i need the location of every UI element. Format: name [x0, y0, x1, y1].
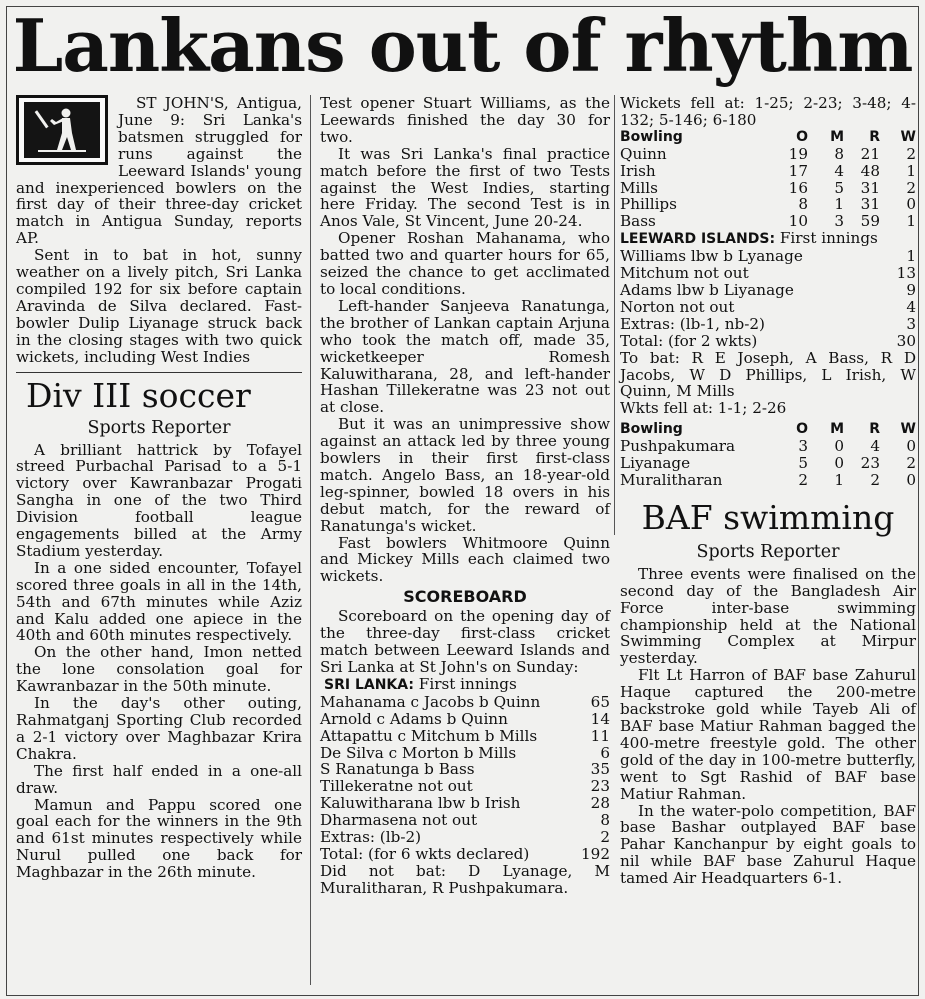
batsman-silhouette-icon: [32, 105, 92, 155]
bowling-figure: 59: [860, 212, 880, 231]
swimming-title: BAF swimming: [641, 497, 895, 537]
runs: 35: [590, 760, 610, 779]
runs: 4: [906, 297, 916, 316]
batsman-entry: Extras: (lb-1, nb-2): [620, 314, 765, 333]
runs: 28: [590, 794, 610, 813]
bowling-figure: 3: [798, 437, 808, 456]
bowling-figure: 8: [834, 144, 844, 163]
bowler-name: Quinn: [620, 144, 667, 163]
batsman-entry: Mahanama c Jacobs b Quinn: [320, 692, 541, 711]
bowling-figure: 4: [870, 437, 880, 456]
bowling-row: [620, 146, 916, 163]
bowler-name: Irish: [620, 161, 656, 180]
batsman-entry: Total: (for 6 wkts declared): [320, 844, 530, 863]
bowling-figure: 0: [906, 437, 916, 456]
li-batting-table: [620, 248, 916, 349]
bowling-figure: 4: [834, 161, 844, 180]
lead-paragraph: But it was an unimpressive show against an attack led by three young bowlers in their first first-class match. Angelo Bass, an 18-year-old leg-spinner, bowled 18 overs in his debut match, for the reward of Ranatunga's wicket.: [320, 415, 610, 535]
sl-batting-row: [320, 761, 610, 778]
bowling-figure: 2: [870, 470, 880, 489]
runs: 23: [590, 777, 610, 796]
bowler-name: Bass: [620, 212, 656, 231]
runs: 8: [600, 811, 610, 830]
bowling-figure: 1: [906, 161, 916, 180]
sl-batting-row: [320, 694, 610, 711]
batsman-entry: Tillekeratne not out: [320, 777, 473, 796]
bowling-row: [620, 438, 916, 455]
bowler-name: Liyanage: [620, 454, 691, 473]
bowling-figure: 17: [788, 161, 808, 180]
batsman-entry: Kaluwitharana lbw b Irish: [320, 794, 521, 813]
bowling-figure: 2: [906, 178, 916, 197]
sl-batting-row: [320, 846, 610, 863]
lead-paragraph: Fast bowlers Whitmoore Quinn and Mickey Mills each claimed two wickets.: [320, 533, 610, 586]
lead-paragraph: It was Sri Lanka's final practice match before the first of two Tests against the West Indies, starting here Friday. The second Test is in Anos Vale, St Vincent, June 20-24.: [320, 144, 610, 231]
bowling-figure: 23: [860, 454, 880, 473]
sl-did-not-bat: Did not bat: D Lyanage, M Muralitharan, R Pushpakumara.: [320, 861, 610, 897]
batsman-entry: Norton not out: [620, 297, 735, 316]
li-batting-row: [620, 282, 916, 299]
li-innings-heading: LEEWARD ISLANDS: First innings: [620, 229, 878, 248]
runs: 30: [896, 331, 916, 350]
bowling-row: [620, 213, 916, 230]
bowling-header-cell: O: [796, 421, 808, 438]
runs: 14: [590, 709, 610, 728]
soccer-paragraph: A brilliant hattrick by Tofayel streed Purbachal Parisad to a 5-1 victory over Kawranbazar Progati Sangha in one of the two Third Division football league engagements billed at the Army Stadium yesterday.: [16, 440, 302, 560]
sl-fall-of-wickets: Wickets fell at: 1-25; 2-23; 3-48; 4-132; 5-146; 6-180: [620, 94, 916, 129]
bowling-figure: 31: [860, 178, 880, 197]
soccer-paragraph: In a one sided encounter, Tofayel scored three goals in all in the 14th, 54th and 67th minutes while Aziz and Kalu added one apiece in the 40th and 60th minutes respectively.: [16, 558, 302, 645]
bowling-header-cell: M: [830, 128, 844, 145]
sl-batting-table: [320, 694, 610, 863]
li-batting-row: [620, 248, 916, 265]
soccer-paragraph: Mamun and Pappu scored one goal each for the winners in the 9th and 61st minutes respectively while Nurul pulled one back for Maghbazar in the 26th minute.: [16, 795, 302, 882]
batsman-entry: Arnold c Adams b Quinn: [320, 709, 508, 728]
sl-batting-row: [320, 745, 610, 762]
runs: 6: [600, 743, 610, 762]
batsman-entry: Total: (for 2 wkts): [620, 331, 758, 350]
bowling-header-cell: R: [869, 421, 880, 438]
li-batting-row: [620, 316, 916, 333]
bowling-figure: 5: [798, 454, 808, 473]
bowling-figure: 0: [834, 437, 844, 456]
sl-bowling-table: [620, 421, 916, 489]
bowling-figure: 16: [788, 178, 808, 197]
bowling-figure: 1: [834, 470, 844, 489]
lead-paragraph: Left-hander Sanjeeva Ranatunga, the brother of Lankan captain Arjuna who took the match off, made 35, wicketkeeper Romesh Kaluwitharana, 28, and left-hander Hashan Tillekeratne was 23 not out at close.: [320, 296, 610, 417]
runs: 192: [581, 844, 610, 863]
bowling-figure: 5: [834, 178, 844, 197]
li-batting-row: [620, 333, 916, 350]
batsman-entry: Dharmasena not out: [320, 811, 478, 830]
runs: 1: [906, 247, 916, 266]
soccer-byline: Sports Reporter: [87, 417, 231, 438]
li-bowling-table: [620, 129, 916, 230]
bowling-figure: 3: [834, 212, 844, 231]
batsman-entry: S Ranatunga b Bass: [320, 760, 475, 779]
bowler-name: Pushpakumara: [620, 437, 736, 456]
bowling-figure: 8: [798, 195, 808, 214]
bowling-figure: 48: [860, 161, 880, 180]
bowling-row: [620, 180, 916, 197]
batsman-entry: Attapattu c Mitchum b Mills: [320, 726, 538, 745]
bowling-figure: 21: [860, 144, 880, 163]
sl-batting-row: [320, 812, 610, 829]
batsman-entry: Adams lbw b Liyanage: [620, 280, 794, 299]
batsman-entry: Extras: (lb-2): [320, 828, 422, 847]
swimming-paragraph: Three events were finalised on the second day of the Bangladesh Air Force inter-base swimming championship held at the National Swimming Complex at Mirpur yesterday.: [620, 564, 916, 668]
bowling-row: [620, 196, 916, 213]
sl-batting-row: [320, 778, 610, 795]
lead-paragraph: ST JOHN'S, Antigua, June 9: Sri Lanka's batsmen struggled for runs against the Leeward Islands' young and inexperienced bowlers on the first day of their three-day cricket match in Antigua Sunday, reports AP.: [16, 94, 302, 248]
headline: Lankans out of rhythm: [12, 3, 913, 88]
bowling-header-cell: Bowling: [620, 128, 683, 145]
runs: 9: [906, 280, 916, 299]
soccer-paragraph: The first half ended in a one-all draw.: [16, 761, 302, 797]
bowling-row: [620, 472, 916, 489]
batsman-entry: Williams lbw b Lyanage: [620, 247, 803, 266]
bowling-header-cell: Bowling: [620, 421, 683, 438]
bowler-name: Phillips: [620, 195, 677, 214]
batsman-entry: De Silva c Morton b Mills: [320, 743, 517, 762]
runs: 65: [590, 692, 610, 711]
lead-paragraph: Test opener Stuart Williams, as the Leewards finished the day 30 for two.: [320, 94, 610, 146]
column-rule: [614, 95, 615, 535]
bowling-figure: 10: [788, 212, 808, 231]
bowler-name: Muralitharan: [620, 470, 723, 489]
bowling-header-cell: O: [796, 128, 808, 145]
lead-paragraph: Opener Roshan Mahanama, who batted two and quarter hours for 65, seized the chance to get acclimated to local conditions.: [320, 229, 610, 298]
bowling-figure: 1: [834, 195, 844, 214]
sl-innings-heading: SRI LANKA: First innings: [324, 674, 517, 693]
swimming-byline: Sports Reporter: [696, 541, 840, 562]
sl-batting-row: [320, 711, 610, 728]
li-batting-row: [620, 265, 916, 282]
soccer-paragraph: In the day's other outing, Rahmatganj Sporting Club recorded a 2-1 victory over Maghbazar Krira Chakra.: [16, 694, 302, 763]
bowling-figure: 19: [788, 144, 808, 163]
bowling-row: [620, 455, 916, 472]
soccer-paragraph: On the other hand, Imon netted the lone consolation goal for Kawranbazar in the 50th minute.: [16, 643, 302, 696]
bowling-figure: 31: [860, 195, 880, 214]
bowling-header-cell: R: [869, 128, 880, 145]
divider: [16, 372, 302, 373]
runs: 3: [906, 314, 916, 333]
swimming-paragraph: Flt Lt Harron of BAF base Zahurul Haque captured the 200-metre backstroke gold while Tayeb Ali of BAF base Matiur Rahman bagged the 400-metre freestyle gold. The other gold of the day in 100-metre butterfly, went to Sgt Rashid of BAF base Matiur Rahman.: [620, 666, 916, 803]
bowling-header-cell: W: [900, 421, 916, 438]
scoreboard-title: SCOREBOARD: [403, 587, 527, 607]
bowling-header-cell: M: [830, 421, 844, 438]
runs: 11: [590, 726, 610, 745]
li-batting-row: [620, 299, 916, 316]
swimming-paragraph: In the water-polo competition, BAF base Bashar outplayed BAF base Pahar Kanchanpur by eight goals to nil while BAF base Zahurul Haque tamed Air Headquarters 6-1.: [620, 801, 916, 888]
li-fall-of-wickets: Wkts fell at: 1-1; 2-26: [620, 399, 787, 418]
bowling-figure: 2: [906, 454, 916, 473]
batsman-entry: Mitchum not out: [620, 264, 749, 283]
bowling-figure: 0: [906, 195, 916, 214]
bowling-figure: 2: [798, 470, 808, 489]
bowling-header-cell: W: [900, 128, 916, 145]
bowling-figure: 0: [834, 454, 844, 473]
sl-batting-row: [320, 795, 610, 812]
sl-batting-row: [320, 728, 610, 745]
column-rule: [310, 95, 311, 985]
bowling-figure: 2: [906, 144, 916, 163]
runs: 2: [600, 828, 610, 847]
bowling-figure: 1: [906, 212, 916, 231]
lead-paragraph: Sent in to bat in hot, sunny weather on a lively pitch, Sri Lanka compiled 192 for six before captain Aravinda de Silva declared. Fast-bowler Dulip Liyanage struck back in the closing stages with two quick wickets, including West Indies: [16, 246, 302, 366]
bowling-figure: 0: [906, 470, 916, 489]
scoreboard-intro: Scoreboard on the opening day of the three-day first-class cricket match between Leeward Islands and Sri Lanka at St John's on Sunday:: [320, 607, 610, 676]
li-to-bat: To bat: R E Joseph, A Bass, R D Jacobs, W D Phillips, L Irish, W Quinn, M Mills: [620, 348, 916, 401]
column-1: [16, 95, 302, 881]
runs: 13: [896, 264, 916, 283]
column-2: [320, 95, 610, 897]
cricketer-photo: [16, 95, 108, 165]
soccer-title: Div III soccer: [26, 375, 251, 415]
sl-batting-row: [320, 829, 610, 846]
bowling-row: [620, 163, 916, 180]
bowler-name: Mills: [620, 178, 658, 197]
column-3: [620, 95, 916, 887]
